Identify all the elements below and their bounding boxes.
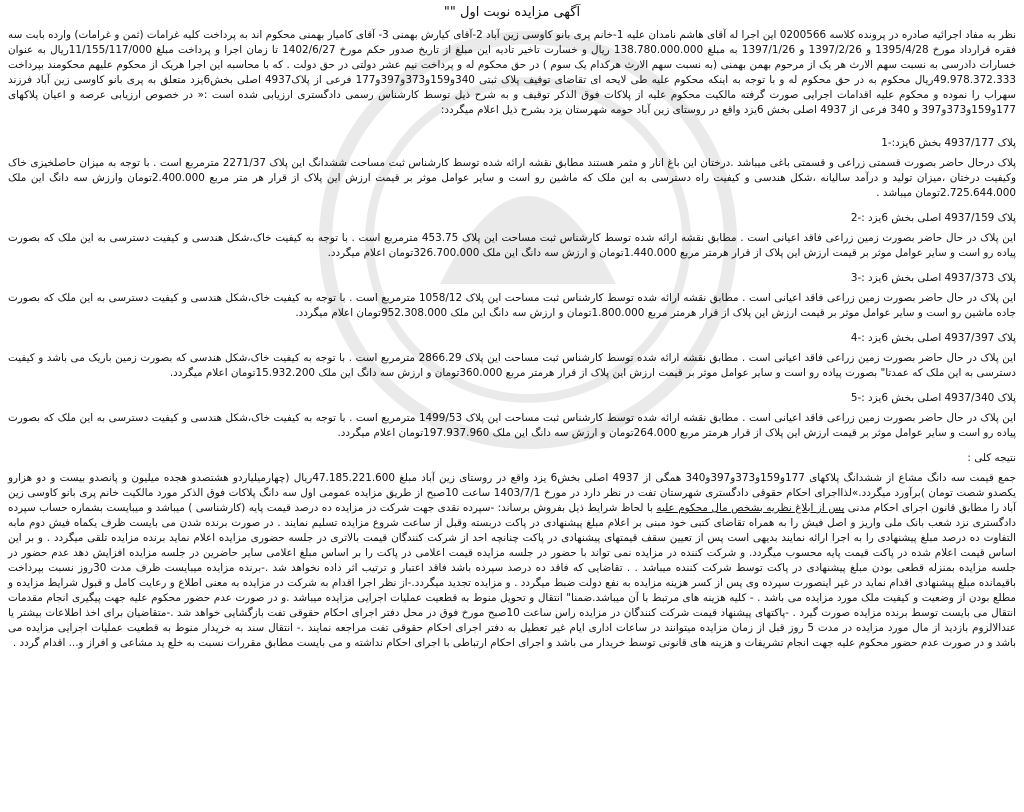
conclusion-text-start: جمع قیمت سه دانگ مشاع از ششدانگ پلاکهای 177و159و373و397و340 همگی از 4937 اصلی بخش6 یزد واقع در روستای زین آباد مبلغ 47.185.221.600ریال (چهارمیلیاردو هشتصدو هجده میلیون و پانصدو بیست و دو هزارو یکصدو شصت تومان )برآورد میگردد.»لذااجرای احکام حقوقی دادگستری شهرستان تفت در نظر دارد در مورخ 1403/7/1 ساعت 10صبح از طریق مزایده عمومی اول سه دانگ پلاکات فوق الذکر مورد مالکیت خانم پری بانو کاوسی زین آباد را مطابق قانون اجرای احکام مدنی	[8, 472, 1017, 514]
conclusion-heading: نتیجه کلی :	[967, 452, 1016, 464]
plot-description-159: این پلاک در حال حاضر بصورت زمین زراعی فاقد اعیانی است . مطابق نقشه ارائه شده توسط کارشناس ثبت مساحت این پلاک 453.75 مترمربع است . با توجه به کیفیت خاک،شکل هندسی و کیفیت دسترسی به این ملک که بصورت پیاده رو است و سایر عوامل موثر بر قیمت ارزش این پلاک از قرار هرمتر مربع 1.440.000تومان و ارزش سه دانگ این ملک 326.700.000تومان اعلام میگردد.	[8, 232, 1016, 259]
plot-heading-340: پلاک 4937/340 اصلی بخش 6یزد :-5	[850, 392, 1016, 404]
plot-description-397: این پلاک در حال حاضر بصورت زمین زراعی فاقد اعیانی است . مطابق نقشه ارائه شده توسط کارشناس ثبت مساحت این پلاک 2866.29 مترمربع است . با توجه به کیفیت خاک،شکل هندسی که بصورت زمین باریک می باشد و کیفیت دسترسی به این ملک که عمدتا" بصورت پیاده رو است و سایر عوامل موثر بر قیمت ارزش این پلاک از قرار هرمتر مربع 360.000تومان و ارزش سه دانگ این ملک 15.932.200تومان اعلام میگردد.	[8, 352, 1016, 379]
plot-heading-159: پلاک 4937/159 اصلی بخش 6یزد :-2	[850, 212, 1016, 224]
conclusion-text-end: با لحاظ شرایط ذیل بفروش برساند: -سپرده نقدی جهت شرکت در مزایده ده درصد قیمت پایه (کارشناسی ) میباشد و میبایست بشماره حساب سپرده دادگستری نزد شعب بانک ملی واریز و اصل فیش را به همراه تقاضای کتبی خود مبنی بر اعلام مبلغ پیشنهادی در پاکت دربسته وقبل از ساعت شروع مزایده تسلیم نمایند . در صورت برنده شدن می بایست ظرف یکماه فیش دوم مابه التفاوت ده درصد مبلغ پیشنهادی را به اجرا ارائه نمایند بدیهی است پس از تعیین سقف قیمتهای پیشنهادی در پاکت چنانچه احد از شرکت کنندگان قیمت بالاتری در جلسه حضوری مزایده اعلام نماید برنده مزایده تلقی میگردد . و بر این اساس قیمت اعلام شده در پاکت قیمت پایه محسوب میگردد. و شرکت کننده در مزایده نمی تواند با حضور در جلسه مزایده قیمت اعلامی در پاکت را بر اساس مبلغ اعلامی سایر حاضرین در جلسه مزایده افزایش دهد عدم حضور در جلسه مزایده بمنزله قطعی بودن مبلغ پیشنهادی در پاکت توسط شرکت کننده میباشد . . تقاضایی که فاقد ده درصد سپرده باشد فاقد اعتبار و ترتیب اثر داده نخواهد شد .-برنده مزایده میبایست ظرف مدت 30روز نسبت بپرداخت باقیمانده مبلغ پیشنهادی اقدام نماید در غیر اینصورت سپرده وی پس از کسر هزینه مزایده به نفع دولت ضبط میگردد . و مزایده تجدید میگردد.-از نظر اجرا اقدام به شرکت در مزایده به معنی اطلاع و رعایت کامل و قبول شرایط مزایده و مطلع بودن از وضعیت و کیفیت ملک مورد مزایده می باشد . - کلیه هزینه های مرتبط با آن میباشد.ضمنا" انتقال و تحویل منوط به قطعیت عملیات اجرایی مزایده میباشد .و در صورت عدم حضور محکوم علیه جهت پیگیری انجام مقدمات انتقال می بایست توسط برنده مزایده صورت گیرد . -پاکتهای پیشنهاد قیمت شرکت کنندگان در مزایده راس ساعت 10صبح مورخ فوق در محل دفتر اجرای احکام حقوقی تفت بازگشایی خواهد شد .-متقاضیان برای اخذ اطلاعات بیشتر یا عندالالزوم بازدید از مال مورد مزایده در مدت 5 روز قبل از زمان مزایده میتوانند در ساعات اداری ایام غیر تعطیل به دفتر اجرای احکام حقوقی تفت مراجعه نمایند .- انتقال سند به خریدار منوط به قطعیت عملیات اجرایی مزایده می باشد و در صورت عدم حضور محکوم علیه جهت انجام تشریفات و هزینه های قانونی توسط خریدار می باشد و اجرای احکام ارتباطی با اجرای احکام نداشته و می بایست مطابق مقررات نسبت به خلع ید مشاعی و افراز و... اقدام گردد .	[8, 502, 1017, 649]
intro-paragraph: نظر به مفاد اجرائیه صادره در پرونده کلاسه 0200566 این اجرا له آقای هاشم نامدان علیه 1-خانم پری بانو کاوسی زین آباد 2-آقای کیارش بهمنی 3- آقای کامیار بهمنی محکوم اند به پرداخت کلیه غرامات (ثمن و غرامات) وارده بابت سه فقره قرارداد مورخ 1395/4/28 و 1397/2/26 و 1397/1/26 به مبلغ 138.780.000.000 ریال و خسارت تاخیر تادیه این مبلغ از تاریخ صدور حکم مورخ 1402/6/27 تا زمان اجرا و پرداخت مبلغ 11/155/117/000ریال به عنوان خسارات دادرسی به نسبت سهم الارث هر یک از مرحوم بهمن بهمنی (به نسبت سهم الارث هرکدام یک سوم ) در حق محکوم له و پرداخت نیم عشر دولتی در حق دولت . که با محاسبه این اجرا هریک از محکوم علیهم محکومند بپرداخت 49.978.372.333ریال محکوم به در حق محکوم له و با توجه به اینکه محکوم علیه طی لایحه ای تقاضای توقیف پلاک ثبتی 340و159و373و397و177 فرعی از پلاک4937 اصلی بخش6یزد متعلق به پری بانو کاوسی زین آباد فرزند سهراب را نموده و محکوم علیه اقدامات اجرایی صورت گرفته مالکیت محکوم علیه از پلاکات فوق الذکر توقیف و به شرح ذیل توسط کارشناس رسمی دادگستری ارزیابی شده است :« در خصوص ارزیابی عرصه و اعیان پلاکهای 177و159و373و397 و 340 فرعی از 4937 اصلی بخش 6یزد واقع در روستای زین آباد حومه شهرستان یزد بشرح ذیل اعلام میگردد:	[8, 29, 1017, 116]
auction-notice-document	[8, 0, 1016, 812]
plot-heading-177: پلاک 4937/177 بخش 6یزد:-1	[881, 137, 1016, 149]
plot-description-373: این پلاک در حال حاضر بصورت زمین زراعی فاقد اعیانی است . مطابق نقشه ارائه شده توسط کارشناس ثبت مساحت این پلاک 1058/12 مترمربع است . با توجه به کیفیت خاک،شکل هندسی و کیفیت دسترسی به این ملک که بصورت جاده ماشین رو است و سایر عوامل موثر بر قیمت ارزش این پلاک از قرار هرمتر مربع 1.800.000تومان و ارزش سه دانگ این ملک 952.308.000تومان اعلام میگردد.	[8, 292, 1016, 319]
notice-title: آگهی مزایده نوبت اول ""	[443, 5, 581, 20]
plot-heading-397: پلاک 4937/397 اصلی بخش 6یزد :-4	[850, 332, 1016, 344]
conclusion-paragraph	[8, 471, 1016, 651]
plot-heading-373: پلاک 4937/373 اصلی بخش 6یزد :-3	[850, 272, 1016, 284]
plot-description-340: این پلاک در حال حاضر بصورت زمین زراعی فاقد اعیانی است . مطابق نقشه ارائه شده توسط کارشناس ثبت مساحت این پلاک 1499/53 مترمربع است . با توجه به کیفیت خاک،شکل هندسی و کیفیت دسترسی به این ملک که بصورت پیاده رو است و سایر عوامل موثر بر قیمت ارزش این پلاک از قرار هرمتر مربع 264.000تومان و ارزش سه دانگ این ملک 197.937.960تومان اعلام میگردد.	[8, 412, 1016, 439]
plot-description-177: پلاک درحال حاضر بصورت قسمتی زراعی و قسمتی باغی میباشد .درختان این باغ انار و مثمر هستند مطابق نقشه ارائه شده توسط کارشناس ثبت مساحت ششدانگ این پلاک 2271/37 مترمربع است . با توجه به میزان حاصلخیزی خاک وکیفیت درختان ،میزان تولید و درآمد سالیانه ،شکل هندسی و کیفیت راه دسترسی به این ملک که ماشین رو است و سایر عوامل موثر بر قیمت ارزش این پلاک از قرار هر متر مربع 2.400.000تومان وارزش سه دانگ این ملک 2.725.644.000تومان میباشد .	[8, 157, 1017, 199]
conclusion-underlined-text: پس از ابلاغ نظریه بشخص مال محکوم علیه	[656, 502, 845, 514]
